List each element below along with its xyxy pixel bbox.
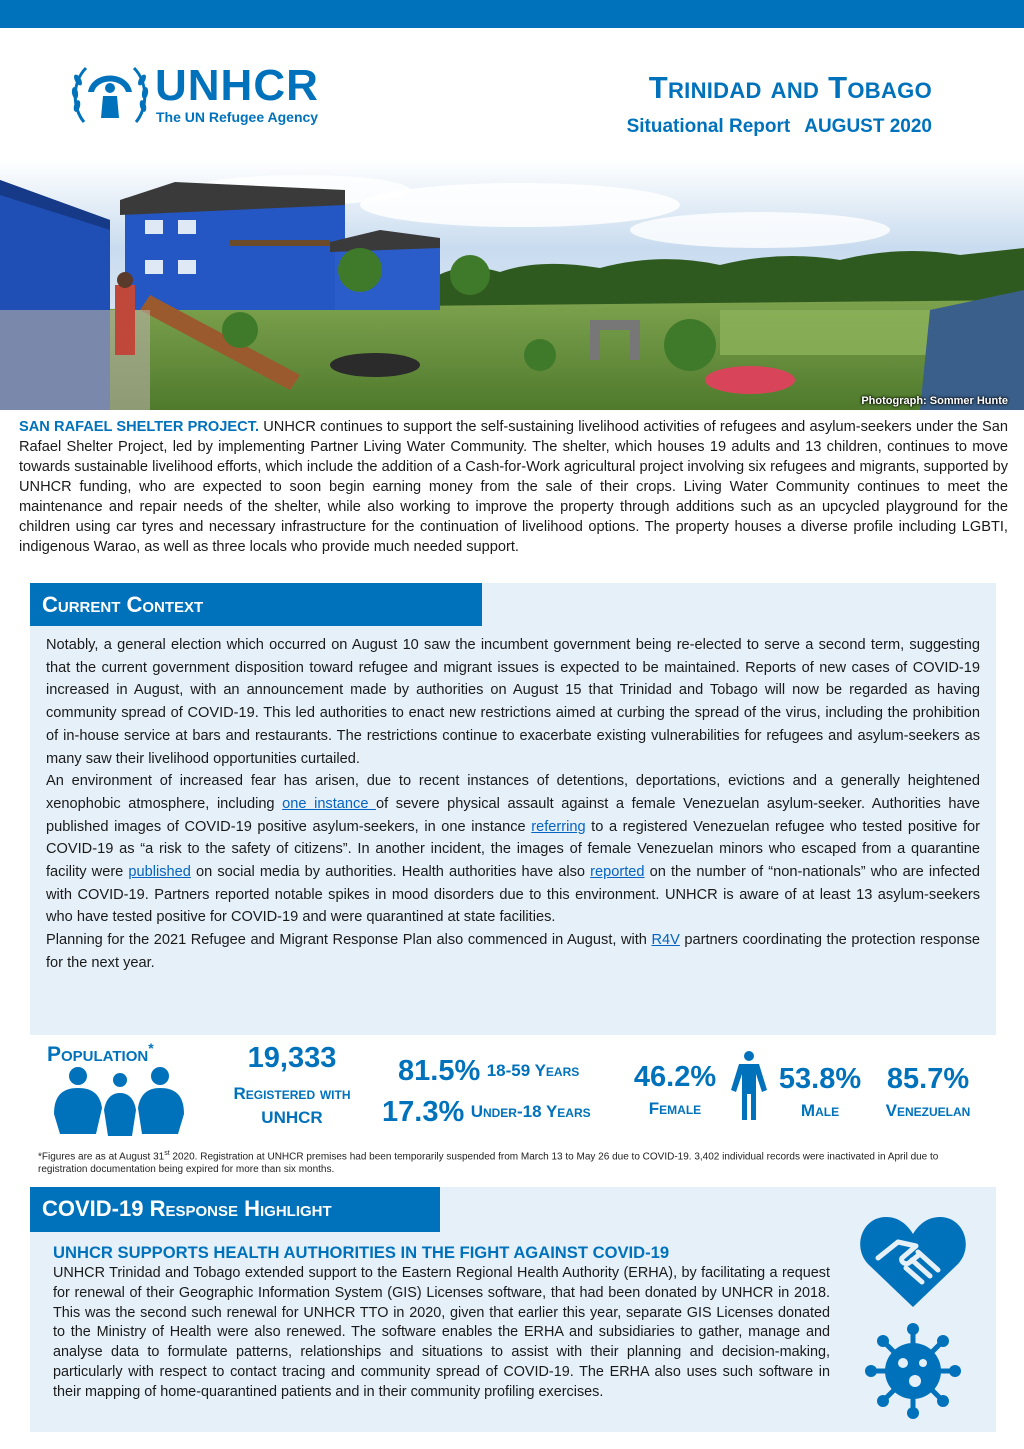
- context-text: An environment of increased fear has arisen, due to recent instances of detentions, deportations, evictions and a generally heightened xenophobic atmosphere, including: [46, 773, 980, 812]
- published-article-link[interactable]: published: [128, 864, 191, 881]
- report-period: AUGUST 2020: [804, 116, 932, 137]
- gender-person-icon: [729, 1050, 769, 1122]
- context-text: Planning for the 2021 Refugee and Migrant Response Plan also commenced in August, with: [46, 932, 652, 949]
- context-text: to a registered Venezuelan refugee who tested positive for COVID-19 as “a risk to the safety of citizens”. In another incident, the images of female Venezuelan minors who escaped from a quarantine facility were: [46, 818, 980, 881]
- population-stats: [30, 1038, 996, 1146]
- adult-label: 18-59 Years: [486, 1061, 580, 1080]
- male-label: Male: [800, 1101, 840, 1120]
- covid-section-title: COVID-19 Response Highlight: [30, 1187, 440, 1232]
- intro-text: UNHCR continues to support the self-sustaining livelihood activities of refugees and asylum-seekers under the San Rafael Shelter Project, led by implementing Partner Living Water Community. The shelter, which houses 19 adults and 13 children, continues to move towards sustainable livelihood efforts, which include the addition of a Cash-for-Work agricultural project involving six refugees and migrants, supported by UNHCR funding, who are expected to soon begin earning money from the sale of their crops. Living Water Community continues to meet the maintenance and repair needs of the shelter, while also working to improve the property through additions such as an upcycled playground for the children using car tyres and necessary infrastructure for the continuation of livelihood options. The property houses a diverse profile including LGBTI, indigenous Warao, as well as three locals who provide much needed support.: [19, 419, 1008, 555]
- current-context-section: [30, 583, 996, 1035]
- male-percent: 53.8%: [778, 1063, 862, 1095]
- r4v-link[interactable]: R4V: [651, 932, 680, 949]
- unhcr-logo: [70, 60, 350, 130]
- context-paragraph-2: [46, 770, 980, 929]
- people-group-icon: [40, 1066, 190, 1141]
- assault-article-link[interactable]: one instance: [282, 795, 377, 812]
- context-text: partners coordinating the protection response for the next year.: [46, 932, 981, 971]
- adult-percent: 81.5%: [398, 1055, 481, 1087]
- handshake-heart-icon: [858, 1212, 968, 1312]
- population-asterisk: *: [148, 1040, 154, 1056]
- female-label: Female: [648, 1099, 702, 1118]
- shelter-landscape-image: [0, 160, 1024, 410]
- context-text: on the number of “non-nationals” who are infected with COVID-19. Partners reported notable spikes in mood disorders due to this environment. UNHCR is aware of at least 13 asylum-seekers who have tested positive for COVID-19 and were quarantined at state facilities.: [46, 864, 980, 926]
- footnote-superscript: st: [164, 1150, 170, 1157]
- population-title: [47, 1040, 154, 1067]
- registered-value: 19,333: [247, 1042, 337, 1074]
- stat-female: [630, 1061, 720, 1121]
- report-type: Situational Report: [626, 116, 791, 137]
- venezuelan-label: Venezuelan: [885, 1101, 971, 1120]
- current-context-body: [46, 634, 980, 975]
- stat-male: [775, 1063, 865, 1123]
- covid-highlight-body: UNHCR Trinidad and Tobago extended support to the Eastern Regional Health Authority (ERHA), by facilitating a request for renewal of their Geographic Information System (GIS) Licenses software, that had been donated by UNHCR in 2018. This was the second such renewal for UNHCR TTO in 2020, given that earlier this year, separate GIS Licenses donated to the Ministry of Health were also renewed. The software enables the ERHA and subsidiaries to gather, manage and analyse data to formulate patterns, relationships and situations to assist with their planning and decision-making, particularly with respect to contact tracing and community spread of COVID-19. The ERHA also uses such software in their mapping of home-quarantined patients and in their community profiling exercises.: [53, 1265, 830, 1400]
- registered-label: Registered with UNHCR: [233, 1084, 351, 1127]
- stat-registered: [216, 1042, 368, 1130]
- population-footnote: [38, 1147, 978, 1176]
- current-context-title: Current Context: [30, 583, 482, 626]
- hero-photo: [0, 160, 1024, 410]
- context-paragraph-3: [46, 929, 980, 974]
- stat-adults: [398, 1055, 579, 1087]
- intro-paragraph: [19, 417, 1008, 557]
- report-title-block: [627, 70, 932, 138]
- top-brand-bar: [0, 0, 1024, 28]
- photo-credit: Photograph: Sommer Hunte: [861, 395, 1008, 407]
- coronavirus-icon: [865, 1323, 961, 1419]
- report-subtitle: [627, 116, 932, 138]
- footnote-text: 2020. Registration at UNHCR premises had been temporarily suspended from March 13 to May 26 due to COVID-19. 3,402 individual records were inactivated in April due to registration documentation being expired for more than six months.: [38, 1151, 939, 1176]
- context-paragraph-1: Notably, a general election which occurred on August 10 saw the incumbent government being re-elected to serve a second term, suggesting that the current government disposition toward refugee and migrant issues is expected to be maintained. Reports of new cases of COVID-19 increased in August, with an announcement made by authorities on August 15 that Trinidad and Tobago will now be regarded as having community spread of COVID-19. This led authorities to enact new restrictions aimed at curbing the spread of the virus, including the prohibition of in-house service at bars and restaurants. The restrictions continue to exacerbate existing vulnerabilities for refugees and asylum-seekers as many saw their livelihood opportunities curtailed.: [46, 637, 980, 767]
- covid-highlight-heading: UNHCR SUPPORTS HEALTH AUTHORITIES IN THE FIGHT AGAINST COVID-19: [53, 1243, 670, 1262]
- footnote-text: *Figures are as at August 31: [38, 1151, 165, 1163]
- stat-venezuelan: [872, 1063, 984, 1123]
- context-text: on social media by authorities. Health authorities have also: [190, 864, 591, 881]
- reported-article-link[interactable]: reported: [590, 864, 645, 881]
- stat-minors: [382, 1096, 591, 1128]
- minor-label: Under-18 Years: [470, 1102, 591, 1121]
- context-text: of severe physical assault against a female Venezuelan asylum-seeker. Authorities have published images of COVID-19 positive asylum-seekers, in one instance: [46, 795, 980, 835]
- female-percent: 46.2%: [633, 1061, 717, 1093]
- unhcr-emblem-icon: [70, 60, 150, 130]
- logo-tagline: The UN Refugee Agency: [156, 109, 319, 125]
- covid-response-section: [30, 1187, 996, 1432]
- logo-wordmark: UNHCR: [155, 61, 319, 110]
- population-title-text: Population: [47, 1043, 149, 1066]
- intro-heading: SAN RAFAEL SHELTER PROJECT.: [19, 419, 260, 435]
- minor-percent: 17.3%: [382, 1096, 465, 1128]
- referring-article-link[interactable]: referring: [531, 818, 586, 835]
- venezuelan-percent: 85.7%: [886, 1063, 970, 1095]
- page-title: Trinidad and Tobago: [648, 70, 932, 105]
